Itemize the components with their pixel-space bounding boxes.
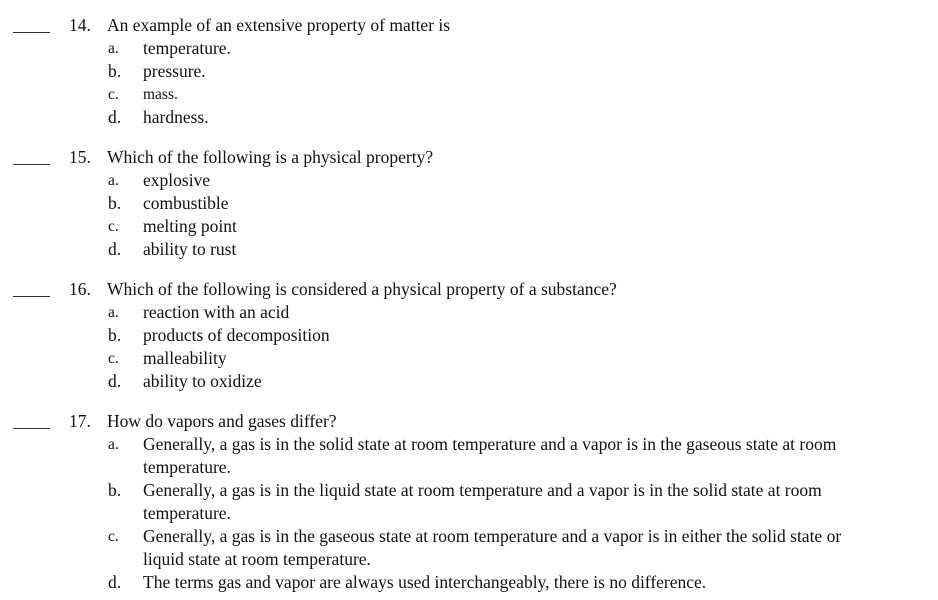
- option-letter: a.: [108, 304, 119, 321]
- option-text: Generally, a gas is in the liquid state at room temperature and a vapor is in the solid state at room temperature.: [143, 480, 822, 523]
- answer-blank[interactable]: [13, 428, 50, 429]
- option-text: The terms gas and vapor are always used interchangeably, there is no difference.: [143, 572, 707, 592]
- option-letter: a.: [108, 40, 119, 57]
- options-list: [0, 169, 938, 261]
- option-letter: b.: [108, 480, 122, 500]
- question-header: [0, 278, 938, 301]
- option-d: [0, 238, 938, 261]
- option-text: ability to oxidize: [143, 371, 262, 391]
- option-c: [0, 83, 938, 106]
- option-a: [0, 301, 938, 324]
- option-text: reaction with an acid: [143, 302, 290, 322]
- option-b: [0, 60, 938, 83]
- question-number: 14.: [69, 15, 91, 35]
- options-list: [0, 37, 938, 129]
- option-d: [0, 370, 938, 393]
- answer-blank[interactable]: [13, 296, 50, 297]
- question-number: 17.: [69, 411, 91, 431]
- option-letter: b.: [108, 61, 122, 81]
- option-text: melting point: [143, 216, 237, 236]
- option-letter: c.: [108, 218, 119, 235]
- question-number: 15.: [69, 147, 91, 167]
- option-letter: c.: [108, 350, 119, 367]
- option-d: [0, 571, 938, 594]
- question-14: [0, 14, 938, 129]
- question-15: [0, 146, 938, 261]
- question-text: How do vapors and gases differ?: [107, 411, 337, 431]
- option-letter: b.: [108, 325, 122, 345]
- option-b: [0, 192, 938, 215]
- option-letter: c.: [108, 86, 119, 103]
- option-b: [0, 324, 938, 347]
- option-c: [0, 347, 938, 370]
- option-text: products of decomposition: [143, 325, 330, 345]
- answer-blank[interactable]: [13, 164, 50, 165]
- option-letter: b.: [108, 193, 122, 213]
- option-letter: d.: [108, 107, 122, 127]
- option-text: Generally, a gas is in the gaseous state at room temperature and a vapor is in either the solid state or liquid state at room temperature.: [143, 526, 842, 569]
- option-c: [0, 525, 938, 571]
- option-text: ability to rust: [143, 239, 237, 259]
- option-a: [0, 169, 938, 192]
- option-letter: d.: [108, 371, 122, 391]
- option-text: mass.: [143, 86, 178, 103]
- option-text: hardness.: [143, 107, 209, 127]
- question-header: [0, 14, 938, 37]
- option-letter: a.: [108, 436, 119, 453]
- option-letter: d.: [108, 572, 122, 592]
- option-text: explosive: [143, 170, 211, 190]
- option-text: Generally, a gas is in the solid state at room temperature and a vapor is in the gaseous state at room temperature.: [143, 434, 837, 477]
- option-letter: c.: [108, 528, 119, 545]
- option-c: [0, 215, 938, 238]
- option-text: pressure.: [143, 61, 206, 81]
- question-header: [0, 146, 938, 169]
- question-17: [0, 410, 938, 594]
- question-header: [0, 410, 938, 433]
- option-d: [0, 106, 938, 129]
- option-a: [0, 37, 938, 60]
- answer-blank[interactable]: [13, 32, 50, 33]
- option-letter: a.: [108, 172, 119, 189]
- option-text: combustible: [143, 193, 229, 213]
- question-number: 16.: [69, 279, 91, 299]
- option-b: [0, 479, 938, 525]
- options-list: [0, 433, 938, 594]
- option-a: [0, 433, 938, 479]
- option-text: temperature.: [143, 38, 231, 58]
- question-text: An example of an extensive property of matter is: [107, 15, 451, 35]
- options-list: [0, 301, 938, 393]
- quiz-page: [0, 6, 938, 600]
- question-text: Which of the following is considered a physical property of a substance?: [107, 279, 617, 299]
- option-text: malleability: [143, 348, 227, 368]
- question-16: [0, 278, 938, 393]
- option-letter: d.: [108, 239, 122, 259]
- question-text: Which of the following is a physical property?: [107, 147, 434, 167]
